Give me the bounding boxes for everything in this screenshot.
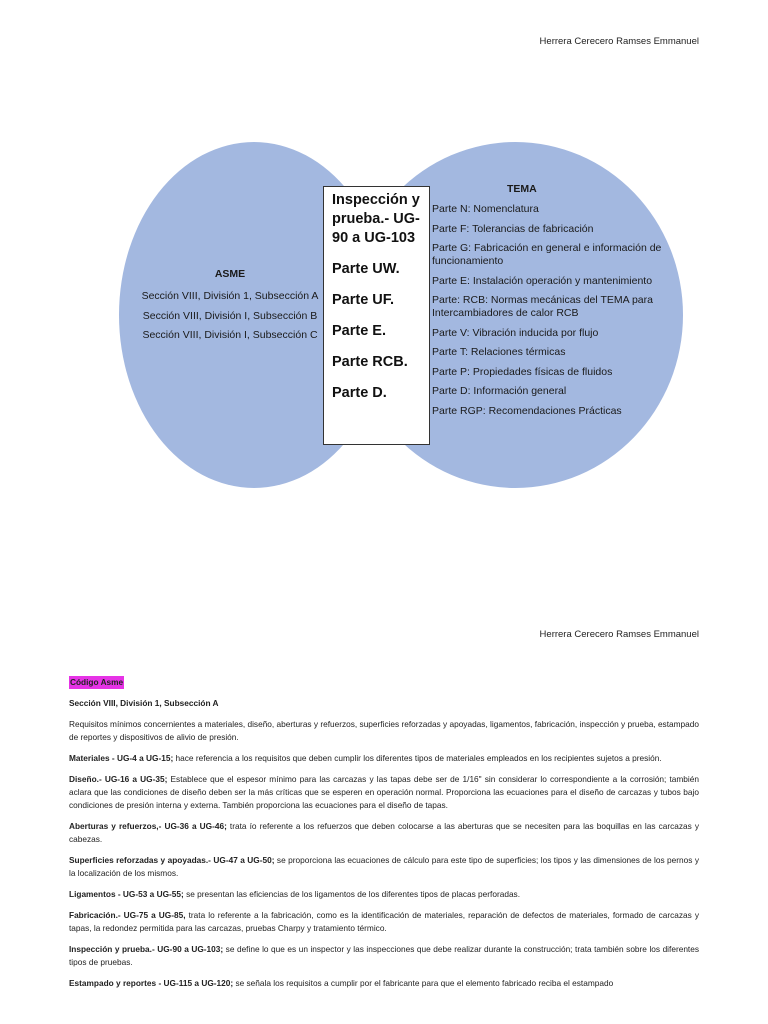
- tema-item: Parte G: Fabricación en general e información de funcionamiento: [432, 242, 662, 267]
- paragraph-text: se presentan las eficiencias de los ligamentos de los diferentes tipos de placas perforadas.: [183, 889, 521, 899]
- paragraph-label: Diseño.- UG-16 a UG-35;: [69, 774, 168, 784]
- intersection-item: Parte RCB.: [332, 354, 408, 370]
- intersection-item: Parte UF.: [332, 292, 395, 308]
- paragraph-text: se define lo que es un inspector y las inspecciones que debe realizar durante la construcción; trata también sobre los diferentes tipos de pruebas.: [69, 944, 700, 967]
- paragraph-text: Establece que el espesor mínimo para las carcazas y las tapas debe ser de 1/16" sin considerar lo correspondiente a la corrosión; también aclara que las condiciones de diseño deben ser la más críticas que se esperen en operación normal. Proporciona las ecuaciones para el diseño de carcazas y tubos bajo condiciones de presión interna y externa. También proporciona las ecuaciones para el diseño de tapas.: [69, 774, 699, 810]
- asme-line: Sección VIII, División I, Subsección C: [142, 329, 318, 341]
- tema-item: Parte N: Nomenclatura: [432, 203, 539, 215]
- author-header-bottom: Herrera Cerecero Ramses Emmanuel: [539, 629, 699, 640]
- tema-item: Parte F: Tolerancias de fabricación: [432, 222, 594, 235]
- paragraph-label: Inspección y prueba.- UG-90 a UG-103;: [69, 944, 224, 954]
- tema-item: Parte D: Información general: [432, 385, 567, 397]
- paragraph-text: trata lo referente a la fabricación, como es la identificación de materiales, reparación de defectos de materiales, formado de carcazas y tapas, la redondez permitida para las carcazas, pruebas Charpy y tratamiento térmico.: [69, 910, 699, 933]
- paragraph: [69, 773, 699, 812]
- tema-item: Parte V: Vibración inducida por flujo: [432, 326, 599, 339]
- paragraph: [69, 909, 699, 935]
- paragraph-text: hace referencia a los requisitos que deben cumplir los diferentes tipos de materiales empleados en los recipientes sujetos a presión.: [173, 753, 662, 763]
- asme-block: [130, 268, 330, 346]
- intersection-item: Parte E.: [332, 323, 386, 339]
- asme-title: ASME: [214, 268, 246, 280]
- tema-item: Parte RGP: Recomendaciones Prácticas: [432, 404, 622, 417]
- section-subheading: Sección VIII, División 1, Subsección A: [69, 698, 219, 708]
- paragraph-label: Superficies reforzadas y apoyadas.- UG-47 a UG-50;: [69, 855, 275, 865]
- intersection-item: Inspección y prueba.- UG-90 a UG-103: [332, 192, 420, 246]
- intro-paragraph: Requisitos mínimos concernientes a materiales, diseño, aberturas y refuerzos, superficies reforzadas y apoyadas, ligamentos, fabricación, inspección y prueba, estampado de reportes y dispositivos de alivio de presión.: [69, 719, 699, 742]
- paragraph-label: Ligamentos - UG-53 a UG-55;: [69, 889, 184, 899]
- paragraph: [69, 752, 699, 765]
- tema-item: Parte T: Relaciones térmicas: [432, 346, 566, 358]
- tema-title: TEMA: [507, 183, 537, 195]
- tema-list: [432, 203, 672, 424]
- paragraph-label: Estampado y reportes - UG-115 a UG-120;: [69, 978, 234, 988]
- paragraph-text: se señala los requisitos a cumplir por el fabricante para que el elemento fabricado reciba el estampado: [233, 978, 614, 988]
- document-body: [69, 676, 699, 998]
- intersection-box: [323, 186, 430, 445]
- asme-line: Sección VIII, División 1, Subsección A: [141, 290, 319, 302]
- paragraph: [69, 977, 699, 990]
- paragraph: [69, 943, 699, 969]
- intersection-item: Parte UW.: [332, 261, 400, 277]
- highlighted-heading: Código Asme: [70, 677, 124, 687]
- tema-item: Parte: RCB: Normas mecánicas del TEMA para Intercambiadores de calor RCB: [432, 294, 653, 319]
- intersection-item: Parte D.: [332, 385, 387, 401]
- paragraph-text: trata ío referente a los refuerzos que deben colocarse a las aberturas que se necesiten para las boquillas en las carcazas y cabezas.: [69, 821, 700, 844]
- author-header-top: Herrera Cerecero Ramses Emmanuel: [539, 36, 699, 47]
- paragraph-text: se proporciona las ecuaciones de cálculo para este tipo de superficies; los tipos y las dimensiones de los pernos y la localización de los mismos.: [69, 855, 700, 878]
- paragraph-label: Aberturas y refuerzos,- UG-36 a UG-46;: [69, 821, 227, 831]
- paragraph: [69, 854, 699, 880]
- paragraph-label: Fabricación.- UG-75 a UG-85,: [69, 910, 186, 920]
- tema-item: Parte E: Instalación operación y mantenimiento: [432, 274, 653, 287]
- paragraph-label: Materiales - UG-4 a UG-15;: [69, 753, 174, 763]
- tema-item: Parte P: Propiedades físicas de fluidos: [432, 365, 613, 378]
- asme-line: Sección VIII, División I, Subsección B: [142, 309, 318, 322]
- paragraph: [69, 888, 699, 901]
- paragraph: [69, 820, 699, 846]
